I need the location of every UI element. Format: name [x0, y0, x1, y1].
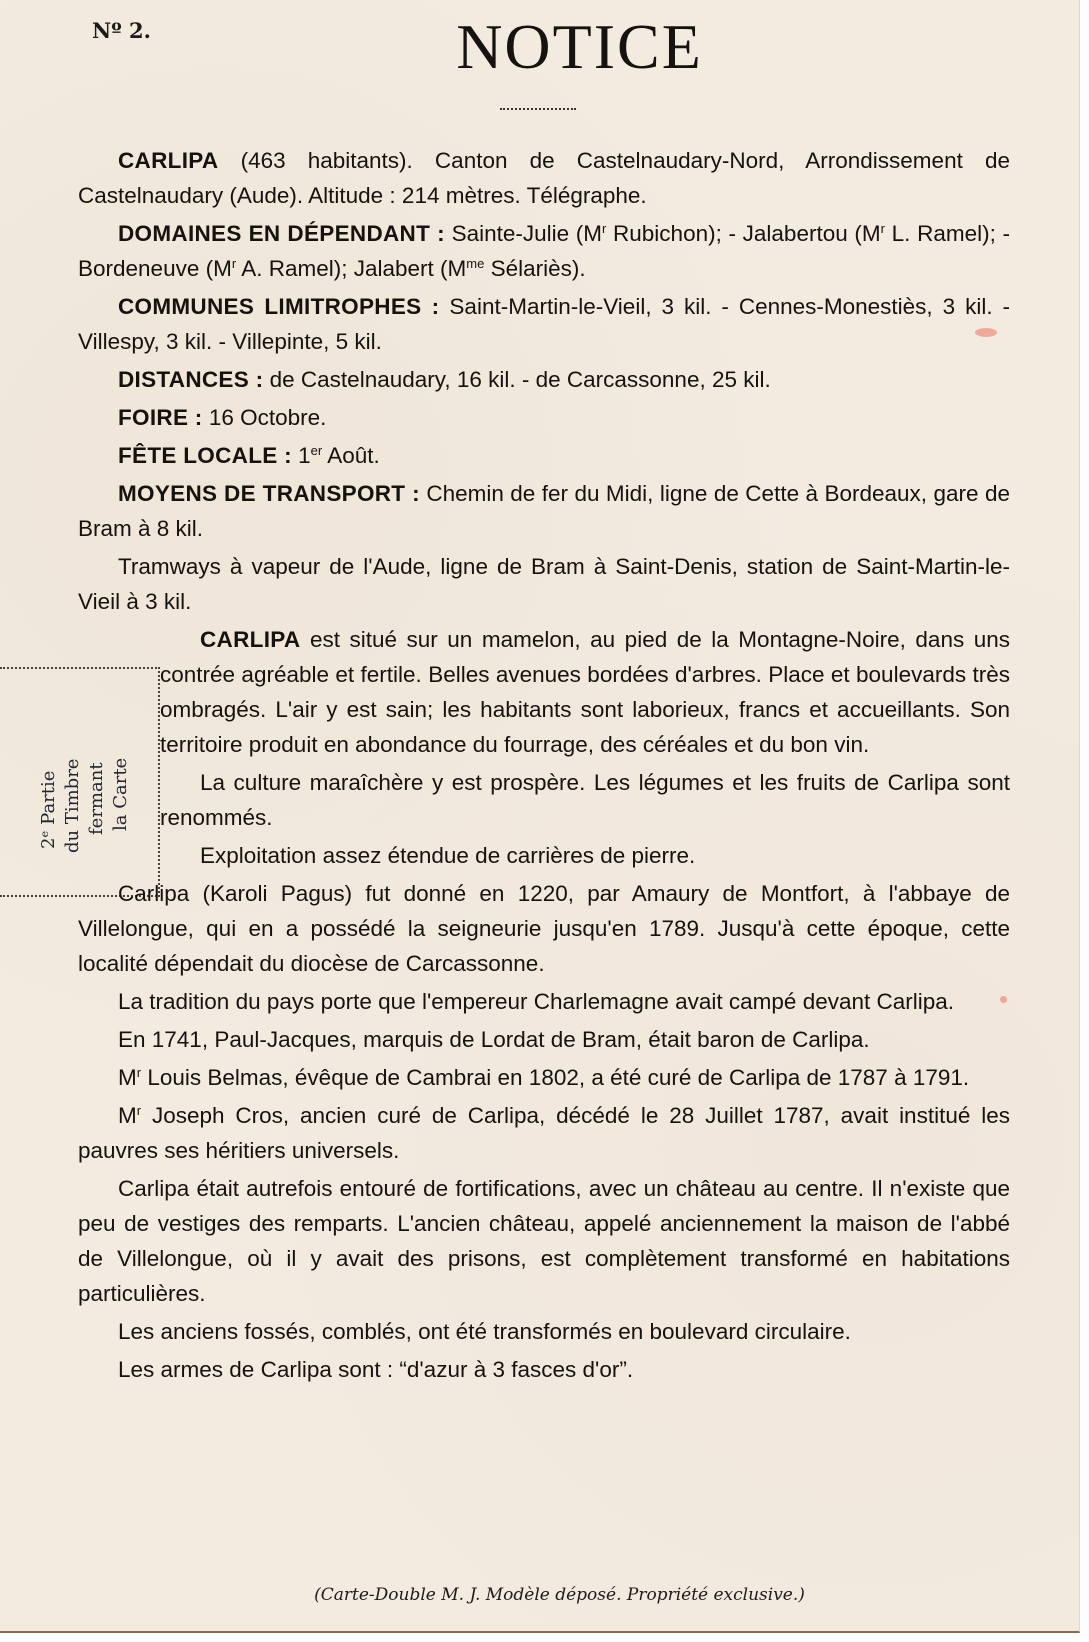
paragraph-communes: [78, 289, 1010, 359]
paragraph-domaines: [78, 216, 1010, 286]
paragraph-text: Sainte-Julie (M: [444, 221, 603, 246]
paragraph-lead: CARLIPA: [118, 148, 219, 173]
paragraph-text: est situé sur un mamelon, au pied de la Montagne-Noire, dans uns contrée agréable et fertile. Belles avenues bordées d'arbres. Place et boulevards très ombragés. L'air y est sain; les habitants sont laborieux, francs et accueillants. Son territoire produit en abondance du fourrage, des céréales et du bon vin.: [160, 627, 1010, 757]
paragraph-text: Louis Belmas, évêque de Cambrai en 1802, a été curé de Carlipa de 1787 à 1791.: [141, 1065, 970, 1090]
paragraph-lead: DISTANCES :: [118, 367, 264, 392]
paragraph-distances: [78, 362, 1010, 397]
notice-body: [78, 143, 1010, 1390]
superscript: r: [136, 1065, 142, 1080]
paragraph-lead: FOIRE :: [118, 405, 203, 430]
paragraph-description: [160, 622, 1010, 762]
paragraph-belmas: [78, 1060, 1010, 1095]
paragraph-text: 1: [291, 443, 311, 468]
stamp-line-2: du Timbre: [62, 758, 83, 853]
stamp-line-1: 2ᵉ Partie: [38, 770, 59, 849]
paragraph-text: de Castelnaudary, 16 kil. - de Carcassonne, 25 kil.: [263, 367, 771, 392]
stamp-line-3: fermant: [86, 762, 107, 835]
red-ink-dot: [1000, 996, 1007, 1003]
paragraph-fete-locale: [78, 438, 1010, 473]
superscript: er: [310, 443, 323, 458]
paragraph-text: Rubichon); - Jalabertou (M: [606, 221, 881, 246]
paragraph-text: Saint-Martin-le-Vieil, 3 kil. - Cennes-Monestiès, 3 kil. - Villespy, 3 kil. - Villepinte, 5 kil.: [78, 294, 1010, 354]
paragraph-lead: MOYENS DE TRANSPORT :: [118, 481, 420, 506]
paragraph-tramways: Tramways à vapeur de l'Aude, ligne de Bram à Saint-Denis, station de Saint-Martin-le-Vieil à 3 kil.: [78, 554, 1010, 614]
paragraph-text: Joseph Cros, ancien curé de Carlipa, décédé le 28 Juillet 1787, avait institué les pauvres ses héritiers universels.: [78, 1103, 1010, 1163]
notice-number: Nº 2.: [92, 18, 151, 43]
paragraph-baron: En 1741, Paul-Jacques, marquis de Lordat de Bram, était baron de Carlipa.: [118, 1027, 870, 1052]
paragraph-cros: [78, 1098, 1010, 1168]
paragraph-culture: La culture maraîchère y est prospère. Les légumes et les fruits de Carlipa sont renommés.: [160, 770, 1010, 830]
paragraph-lead: FÊTE LOCALE :: [118, 443, 292, 468]
superscript: r: [136, 1103, 142, 1118]
paragraph-text: Chemin de fer du Midi, ligne de Cette à Bordeaux, gare de Bram à 8 kil.: [78, 481, 1010, 541]
footer-copyright: (Carte-Double M. J. Modèle déposé. Propriété exclusive.): [314, 1585, 805, 1605]
paragraph-fosses: Les anciens fossés, comblés, ont été transformés en boulevard circulaire.: [118, 1319, 851, 1344]
superscript: me: [466, 256, 485, 271]
paragraph-transport: [78, 476, 1010, 546]
superscript: r: [880, 221, 885, 236]
paragraph-lead: CARLIPA: [200, 627, 301, 652]
page-title: NOTICE: [456, 11, 703, 82]
paragraph-text: A. Ramel); Jalabert (M: [236, 256, 467, 281]
paragraph-history: Carlipa (Karoli Pagus) fut donné en 1220, par Amaury de Montfort, à l'abbaye de Villelongue, qui en a possédé la seigneurie jusqu'en 1789. Jusqu'à cette époque, cette localité dépendait du diocèse de Carcassonne.: [78, 881, 1010, 976]
paragraph-text: Sélariès).: [484, 256, 586, 281]
paragraph-exploitation: Exploitation assez étendue de carrières de pierre.: [200, 843, 696, 868]
red-ink-stain: [975, 328, 997, 337]
paragraph-text: Août.: [322, 443, 380, 468]
paragraph-text: M: [118, 1065, 137, 1090]
paragraph-armes: Les armes de Carlipa sont : “d'azur à 3 fasces d'or”.: [118, 1357, 634, 1382]
superscript: r: [231, 256, 237, 271]
paragraph-text: L. Ramel); - Bordeneuve (M: [78, 221, 1010, 281]
paragraph-text: 16 Octobre.: [202, 405, 327, 430]
paragraph-population: [78, 143, 1010, 213]
paragraph-lead: COMMUNES LIMITROPHES :: [118, 294, 440, 319]
paragraph-tradition: La tradition du pays porte que l'empereur Charlemagne avait campé devant Carlipa.: [118, 989, 955, 1014]
paragraph-text: M: [118, 1103, 137, 1128]
stamp-line-4: la Carte: [110, 757, 131, 831]
title-dotted-rule: [500, 108, 576, 110]
paragraph-fortifications: Carlipa était autrefois entouré de fortifications, avec un château au centre. Il n'existe que peu de vestiges des remparts. L'ancien château, appelé anciennement la maison de l'abbé de Villelongue, où il y avait des prisons, est complètement transformé en habitations particulières.: [78, 1176, 1010, 1306]
paragraph-lead: DOMAINES EN DÉPENDANT :: [118, 221, 445, 246]
superscript: r: [602, 221, 607, 236]
paragraph-text: (463 habitants). Canton de Castelnaudary-Nord, Arrondissement de Castelnaudary (Aude). Altitude : 214 mètres. Télégraphe.: [78, 148, 1010, 208]
paragraph-foire: [78, 400, 1010, 435]
